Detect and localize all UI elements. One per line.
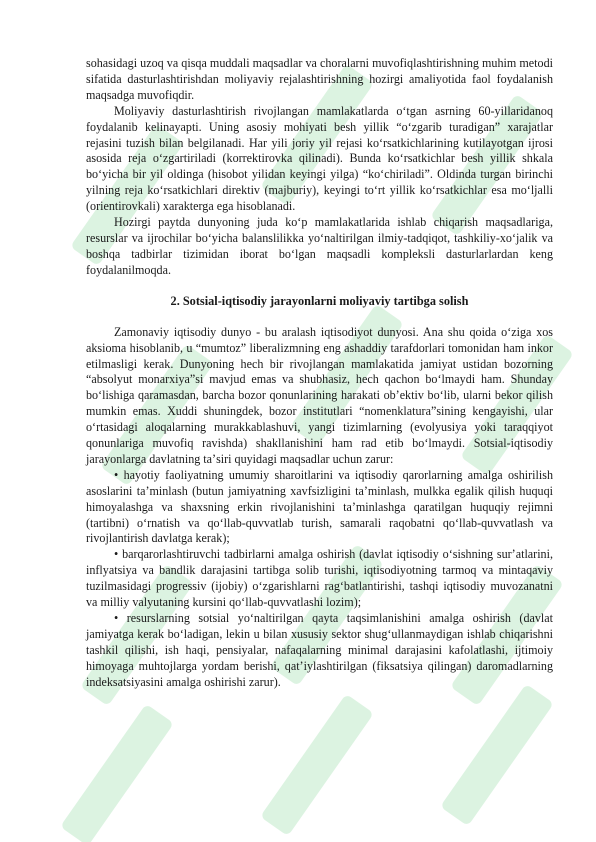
bullet-marker: • [114, 467, 119, 482]
bullet-item [86, 468, 553, 548]
paragraph-mixed-economy: Zamonaviy iqtisodiy dunyo - bu aralash iqtisodiyot dunyosi. Ana shu qoida oʻziga xos aksioma hisoblanib, u “mumtoz” liberalizmning eng ashaddiy tarafdorlari tomonidan ham inkor etilmasligi kerak. Dunyoning hech bir rivojlangan mamlakatida jamiyat ustidan bozorning “absolyut monarxiya”si mavjud emas va shubhasiz, hech qachon boʻlmaydi ham. Shunday boʻlishiga qaramasdan, barcha bozor qonunlarining harakati obʼektiv boʻlib, ularni bekor qilish mumkin emas. Xuddi shuningdek, bozor institutlari “nomenklatura”sining kengayishi, ular oʻrtasidagi aloqalarning murakkablashuvi, yangi tizimlarning (evolyusiya yoki taraqqiyot qonunlariga muvofiq ravishda) shakllanishini ham rad etib boʻlmaydi. Sotsial-iqtisodiy jarayonlarga davlatning taʼsiri quyidagi maqsadlar uchun zarur: [86, 324, 553, 466]
bullet-item [86, 547, 553, 611]
page-body [86, 56, 553, 691]
paragraph-financial-programming: Moliyaviy dasturlashtirish rivojlangan mamlakatlarda oʻtgan asrning 60-yillaridanoq foydalanib kelinayapti. Uning asosiy mohiyati besh yillik “oʻzgarib turadigan” xarajatlar rejasini tuzish bilan belgilanadi. Har yili joriy yil rejasi koʻrsatkichlarining kutilayotgan ijrosi asosida reja oʻzgartiriladi (korrektirovka qilinadi). Bunda koʻrsatkichlar besh yillik shkala boʻyicha bir yil oldinga (hisobot yilidan keyingi yilga) “koʻchiriladi”. Oldinda turgan birinchi yilning reja koʻrsatkichlari direktiv (majburiy), keyingi toʻrt yillik koʻrsatkichlar esa moʻljalli (orientirovkali) xarakterga ega hisoblanadi. [86, 103, 553, 214]
bullet-text: hayotiy faoliyatning umumiy sharoitlarini va iqtisodiy qarorlarning amalga oshirilish asoslarini taʼminlash (butun jamiyatning xavfsizligini taʼminlash, mulkka egalik qilish huquqi himoyalashga va shaxsning erkin rivojlanishini taʼminlashga qaratilgan huquqiy rejimni (tartibni) oʻrnatish va qoʻllab-quvvatlab turish, samarali raqobatni qoʻllab-quvvatlash va rivojlantirish davlatga kerak); [86, 467, 553, 546]
paragraph-target-programs: Hozirgi paytda dunyoning juda koʻp mamlakatlarida ishlab chiqarish maqsadlariga, resurslar va ijrochilar boʻyicha balanslilikka yoʻnaltirilgan ilmiy-tadqiqot, tashkiliy-xoʻjalik va boshqa tadbirlar tizimidan iborat boʻlgan maqsadli kompleksli dasturlarlardan keng foydalanilmoqda. [86, 215, 553, 277]
paragraph-continuation: sohasidagi uzoq va qisqa muddali maqsadlar va choralarni muvofiqlashtirishning muhim metodi sifatida dasturlashtirishdan moliyaviy rejalashtirishning hozirgi amaliyotida faol foydalanish maqsadga muvofiqdir. [86, 56, 553, 102]
bullet-item [86, 611, 553, 691]
bullet-text: barqarorlashtiruvchi tadbirlarni amalga oshirish (davlat iqtisodiy oʻsishning surʼatlarini, inflyatsiya va bandlik darajasini tartibga solib turishi, iqtisodiyotning tarmoq va mintaqaviy tuzilmasidagi progressiv (ijobiy) oʻzgarishlarni ragʻbatlantirishi, tashqi iqtisodiy muvozanatni va milliy valyutaning kursini qoʻllab-quvvatlashi lozim); [86, 547, 553, 610]
bullet-marker: • [114, 547, 119, 562]
bullet-marker: • [114, 611, 119, 625]
section-heading: 2. Sotsial-iqtisodiy jarayonlarni moliyaviy tartibga solish [170, 293, 469, 308]
bullet-text: resurslarning sotsial yoʻnaltirilgan qayta taqsimlanishini amalga oshirish (davlat jamiyatga kerak boʻladigan, lekin u bilan xususiy sektor shugʻullanmaydigan ishlab chiqarishni tashkil qilishi, ish haqi, pensiyalar, nafaqalarning minimal darajasini kafolatlashi, ijtimoiy himoyaga muhtojlarga yordam berishi, qatʼiylashtirilgan (fiksatsiya qilingan) daromadlarning indeksatsiyasini amalga oshirishi zarur). [86, 611, 553, 689]
